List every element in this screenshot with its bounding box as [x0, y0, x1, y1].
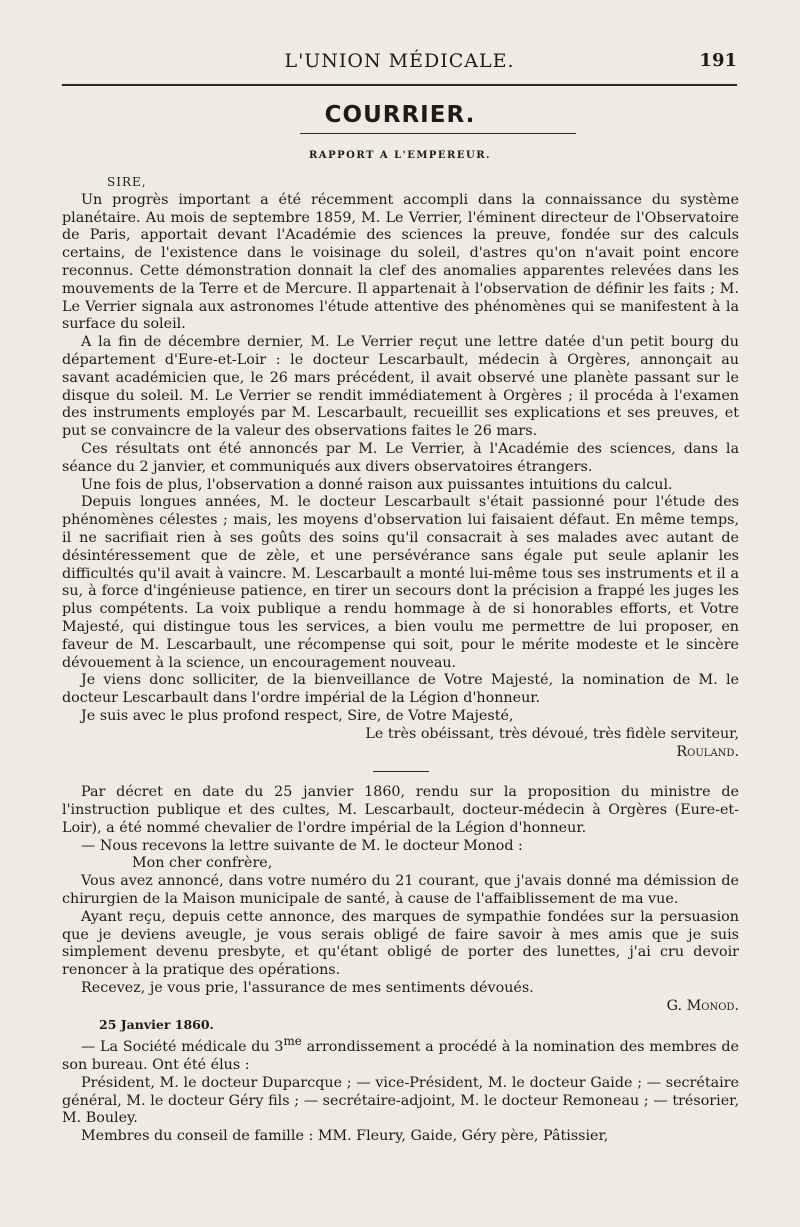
title-rule [300, 133, 576, 134]
paragraph: A la fin de décembre dernier, M. Le Verrier reçut une lettre datée d'un petit bourg du département d'Eure-et-Loir : le docteur Lescarbault, médecin à Orgères, annonçait au savant académicien que, le 26 mars précédent, il avait observé une planète passant sur le disque du soleil. M. Le Verrier se rendit immédiatement à Orgères ; il procéda à l'examen des instruments employés par M. Lescarbault, recueillit ses explications et ses preuves, et put se convaincre de la valeur des observations faites le 26 mars. [62, 334, 739, 440]
section-title: COURRIER. [324, 102, 476, 128]
paragraph: Un progrès important a été récemment accompli dans la connaissance du système planétaire. Au mois de septembre 1859, M. Le Verrier, l'éminent directeur de l'Observatoire de Paris, apportait devant l'Académie des sciences la preuve, fondée sur des calculs certains, de l'existence dans le voisinage du soleil, d'astres qu'on n'avait point encore reconnus. Cette démonstration donnait la clef des anomalies apparentes relevées dans les mouvements de la Terre et de Mercure. Il appartenait à l'observation de définir les faits ; M. Le Verrier signala aux astronomes l'étude attentive des phénomènes qui se manifestent à la surface du soleil. [62, 191, 739, 333]
paragraph: Je viens donc solliciter, de la bienveillance de Votre Majesté, la nomination de M. le docteur Lescarbault dans l'ordre impérial de la Légion d'honneur. [62, 672, 739, 707]
letter-greeting: Mon cher confrère, [132, 855, 273, 872]
monod-signature: G. Monod. [666, 997, 739, 1014]
page-number: 191 [699, 50, 737, 71]
decree-paragraph: Par décret en date du 25 janvier 1860, rendu sur la proposition du ministre de l'instruction publique et des cultes, M. Lescarbault, docteur-médecin à Orgères (Eure-et-Loir), a été nommé chevalier de l'ordre impérial de la Légion d'honneur. [62, 784, 739, 836]
societe-text-end: arrondissement a procédé à la nomination des membres de son bureau. Ont été élus : [62, 1039, 739, 1074]
letter-closing: Le très obéissant, très dévoué, très fidèle serviteur, [365, 725, 739, 742]
paragraph: Ayant reçu, depuis cette annonce, des marques de sympathie fondées sur la persuasion que je deviens aveugle, je vous serais obligé de faire savoir à mes amis que je suis simplement devenu presbyte, et qu'étant obligé de porter des lunettes, j'ai cru devoir renoncer à la pratique des opérations. [62, 908, 739, 979]
letter-date: 25 Janvier 1860. [99, 1016, 214, 1032]
header-rule [62, 84, 737, 86]
paragraph: Depuis longues années, M. le docteur Lescarbault s'était passionné pour l'étude des phénomènes célestes ; mais, les moyens d'observation lui faisaient défaut. En même temps, il ne sacrifiait rien à ses goûts des soins qu'il consacrait à ses malades avec autant de désintéressement que de zèle, et une persévérance sans égale put seule aplanir les difficultés qu'il avait à vaincre. M. Lescarbault a monté lui-même tous ses instruments et il a su, à force d'ingénieuse patience, en tirer un secours dont la précision a frappé les juges les plus compétents. La voix publique a rendu hommage à de si honorables efforts, et Votre Majesté, qui distingue tous les services, a bien voulu me permettre de lui proposer, en faveur de M. Lescarbault, une récompense qui soit, pour le mérite modeste et le sincère dévouement à la science, un encouragement nouveau. [62, 494, 739, 671]
paragraph: Membres du conseil de famille : MM. Fleury, Gaide, Géry père, Pâtissier, [81, 1128, 609, 1145]
article-body [62, 174, 739, 1146]
letter-signature: Rouland. [676, 743, 739, 760]
paragraph: Vous avez annoncé, dans votre numéro du 21 courant, que j'avais donné ma démission de chirurgien de la Maison municipale de santé, à cause de l'affaiblissement de ma vue. [62, 873, 739, 908]
paragraph: Président, M. le docteur Duparcque ; — vice-Président, M. le docteur Gaide ; — secrétaire général, M. le docteur Géry fils ; — secrétaire-adjoint, M. le docteur Remoneau ; — trésorier, M. Bouley. [62, 1074, 739, 1127]
ordinal-suffix: me [283, 1034, 302, 1049]
societe-text-start: — La Société médicale du 3 [81, 1039, 284, 1056]
societe-paragraph [62, 1033, 739, 1074]
page-header [62, 50, 737, 80]
letter-salutation: SIRE, [107, 175, 147, 189]
running-title: L'UNION MÉDICALE. [284, 50, 515, 72]
report-subtitle: RAPPORT A L'EMPEREUR. [309, 150, 491, 161]
paragraph: — Nous recevons la lettre suivante de M. le docteur Monod : [81, 837, 523, 854]
paragraph: Ces résultats ont été annoncés par M. Le Verrier, à l'Académie des sciences, dans la séance du 2 janvier, et communiqués aux divers observatoires étrangers. [62, 440, 739, 475]
paragraph: Une fois de plus, l'observation a donné raison aux puissantes intuitions du calcul. [81, 476, 673, 493]
paragraph: Je suis avec le plus profond respect, Sire, de Votre Majesté, [81, 707, 514, 724]
section-separator [373, 771, 429, 772]
paragraph: Recevez, je vous prie, l'assurance de mes sentiments dévoués. [81, 980, 534, 997]
